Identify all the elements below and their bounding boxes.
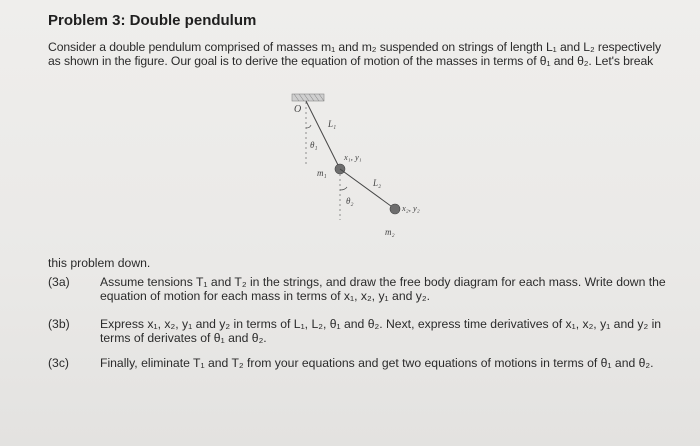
double-pendulum-figure [280,90,430,240]
label-m2: m₂ [385,227,395,237]
label-theta2: θ₂ [346,196,354,206]
part-label: (3a) [48,275,70,289]
label-m1: m₁ [317,168,327,178]
label-L2: L₂ [373,178,382,188]
part-label: (3c) [48,356,69,370]
problem-title: Problem 3: Double pendulum [48,12,257,29]
ceiling-support [292,94,324,101]
label-xy1: x₁, y₁ [344,152,362,162]
part-text-line-1: Assume tensions T₁ and T₂ in the strings, and draw the free body diagram for each mass. Write down the [100,275,666,289]
label-xy2: x₂, y₂ [402,203,420,213]
string-1 [306,101,340,169]
label-L1: L₁ [328,119,337,129]
part-label: (3b) [48,317,70,331]
angle-arc-1 [306,125,311,128]
part-text-line-1: Express x₁, x₂, y₁ and y₂ in terms of L₁, L₂, θ₁ and θ₂. Next, express time derivatives of x₁, x₂, y₁ and y₂ in [100,317,662,331]
pivot-label: O [294,104,302,115]
mass-2 [390,204,400,214]
intro-paragraph [48,40,678,68]
label-theta1: θ₁ [310,140,318,150]
intro-continuation: this problem down. [48,256,151,270]
intro-line-1: Consider a double pendulum comprised of masses m₁ and m₂ suspended on strings of length L₁ and L₂ respectively [48,40,662,54]
part-text-line-1: Finally, eliminate T₁ and T₂ from your equations and get two equations of motions in terms of θ₁ and θ₂. [100,356,654,370]
part-text-line-2: terms of derivates of θ₁ and θ₂. [100,331,267,345]
angle-arc-2 [340,187,347,190]
part-text-line-2: equation of motion for each mass in terms of x₁, x₂, y₁ and y₂. [100,289,430,303]
intro-line-2: as shown in the figure. Our goal is to derive the equation of motion of the masses in terms of θ₁ and θ₂. Let's break [48,54,654,68]
